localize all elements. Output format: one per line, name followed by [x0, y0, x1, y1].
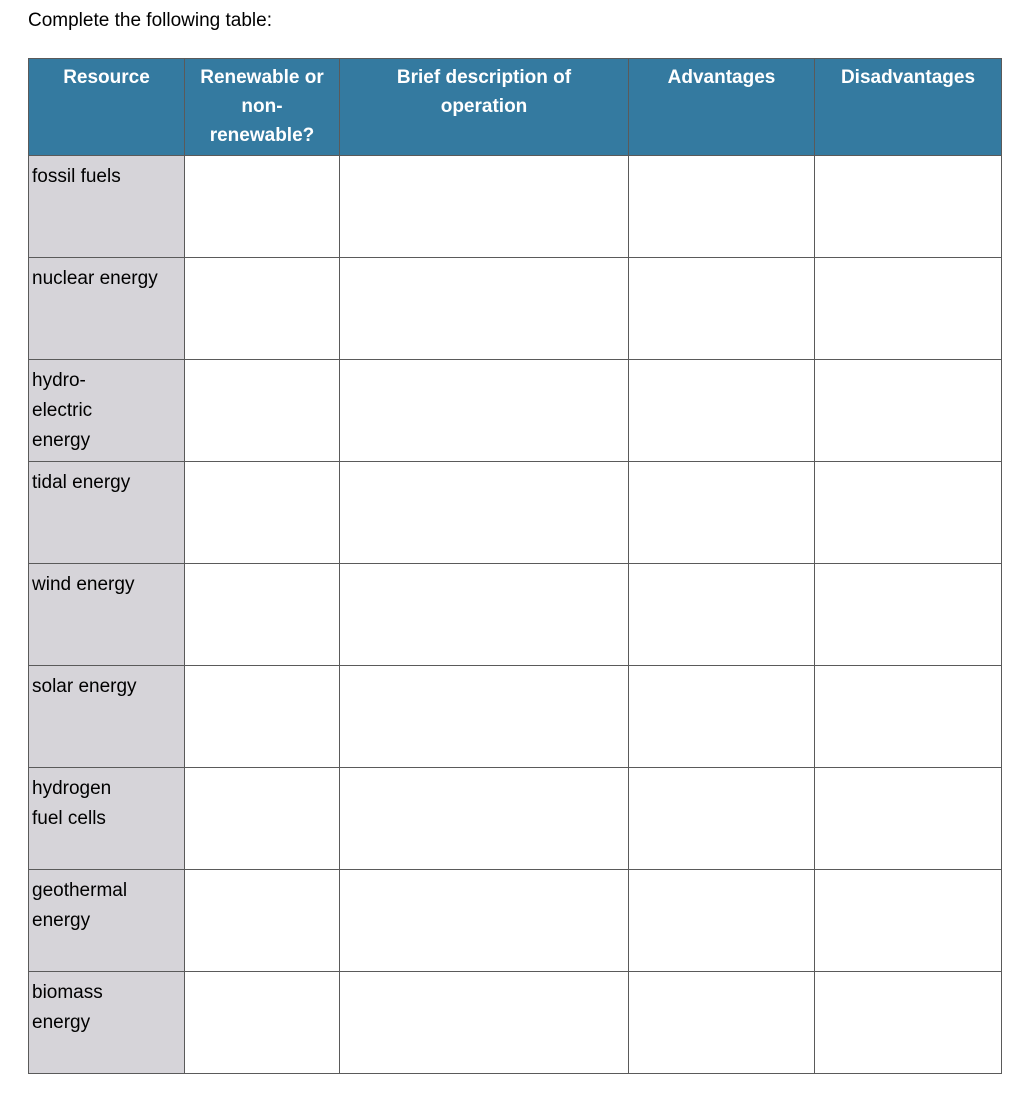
- description-cell[interactable]: [340, 870, 629, 972]
- resource-cell: geothermal energy: [29, 870, 185, 972]
- header-resource: Resource: [29, 59, 185, 156]
- renewable-cell[interactable]: [185, 258, 340, 360]
- energy-resources-table: [28, 58, 1002, 1074]
- table-row: [29, 360, 1002, 462]
- table-row: [29, 768, 1002, 870]
- renewable-cell[interactable]: [185, 360, 340, 462]
- advantages-cell[interactable]: [629, 258, 815, 360]
- renewable-cell[interactable]: [185, 666, 340, 768]
- advantages-cell[interactable]: [629, 564, 815, 666]
- advantages-cell[interactable]: [629, 972, 815, 1074]
- table-row: [29, 156, 1002, 258]
- table-row: [29, 564, 1002, 666]
- description-cell[interactable]: [340, 972, 629, 1074]
- description-cell[interactable]: [340, 258, 629, 360]
- table-row: [29, 972, 1002, 1074]
- advantages-cell[interactable]: [629, 462, 815, 564]
- header-description: Brief description of operation: [340, 59, 629, 156]
- description-cell[interactable]: [340, 564, 629, 666]
- renewable-cell[interactable]: [185, 768, 340, 870]
- advantages-cell[interactable]: [629, 768, 815, 870]
- header-disadvantages: Disadvantages: [815, 59, 1002, 156]
- renewable-cell[interactable]: [185, 462, 340, 564]
- header-advantages: Advantages: [629, 59, 815, 156]
- disadvantages-cell[interactable]: [815, 462, 1002, 564]
- header-row: [29, 59, 1002, 156]
- description-cell[interactable]: [340, 360, 629, 462]
- resource-cell: biomass energy: [29, 972, 185, 1074]
- resource-cell: hydrogen fuel cells: [29, 768, 185, 870]
- instruction-text: Complete the following table:: [28, 10, 272, 31]
- disadvantages-cell[interactable]: [815, 870, 1002, 972]
- advantages-cell[interactable]: [629, 360, 815, 462]
- description-cell[interactable]: [340, 156, 629, 258]
- advantages-cell[interactable]: [629, 666, 815, 768]
- resource-cell: nuclear energy: [29, 258, 185, 360]
- description-cell[interactable]: [340, 768, 629, 870]
- renewable-cell[interactable]: [185, 870, 340, 972]
- disadvantages-cell[interactable]: [815, 360, 1002, 462]
- resource-cell: tidal energy: [29, 462, 185, 564]
- disadvantages-cell[interactable]: [815, 564, 1002, 666]
- advantages-cell[interactable]: [629, 156, 815, 258]
- disadvantages-cell[interactable]: [815, 156, 1002, 258]
- table-row: [29, 258, 1002, 360]
- disadvantages-cell[interactable]: [815, 768, 1002, 870]
- table-row: [29, 462, 1002, 564]
- advantages-cell[interactable]: [629, 870, 815, 972]
- disadvantages-cell[interactable]: [815, 666, 1002, 768]
- renewable-cell[interactable]: [185, 972, 340, 1074]
- resource-cell: solar energy: [29, 666, 185, 768]
- resource-cell: hydro-electric energy: [29, 360, 185, 462]
- disadvantages-cell[interactable]: [815, 258, 1002, 360]
- table-row: [29, 666, 1002, 768]
- resource-cell: fossil fuels: [29, 156, 185, 258]
- description-cell[interactable]: [340, 462, 629, 564]
- resource-cell: wind energy: [29, 564, 185, 666]
- renewable-cell[interactable]: [185, 156, 340, 258]
- description-cell[interactable]: [340, 666, 629, 768]
- disadvantages-cell[interactable]: [815, 972, 1002, 1074]
- header-renewable: Renewable or non-renewable?: [185, 59, 340, 156]
- table-row: [29, 870, 1002, 972]
- renewable-cell[interactable]: [185, 564, 340, 666]
